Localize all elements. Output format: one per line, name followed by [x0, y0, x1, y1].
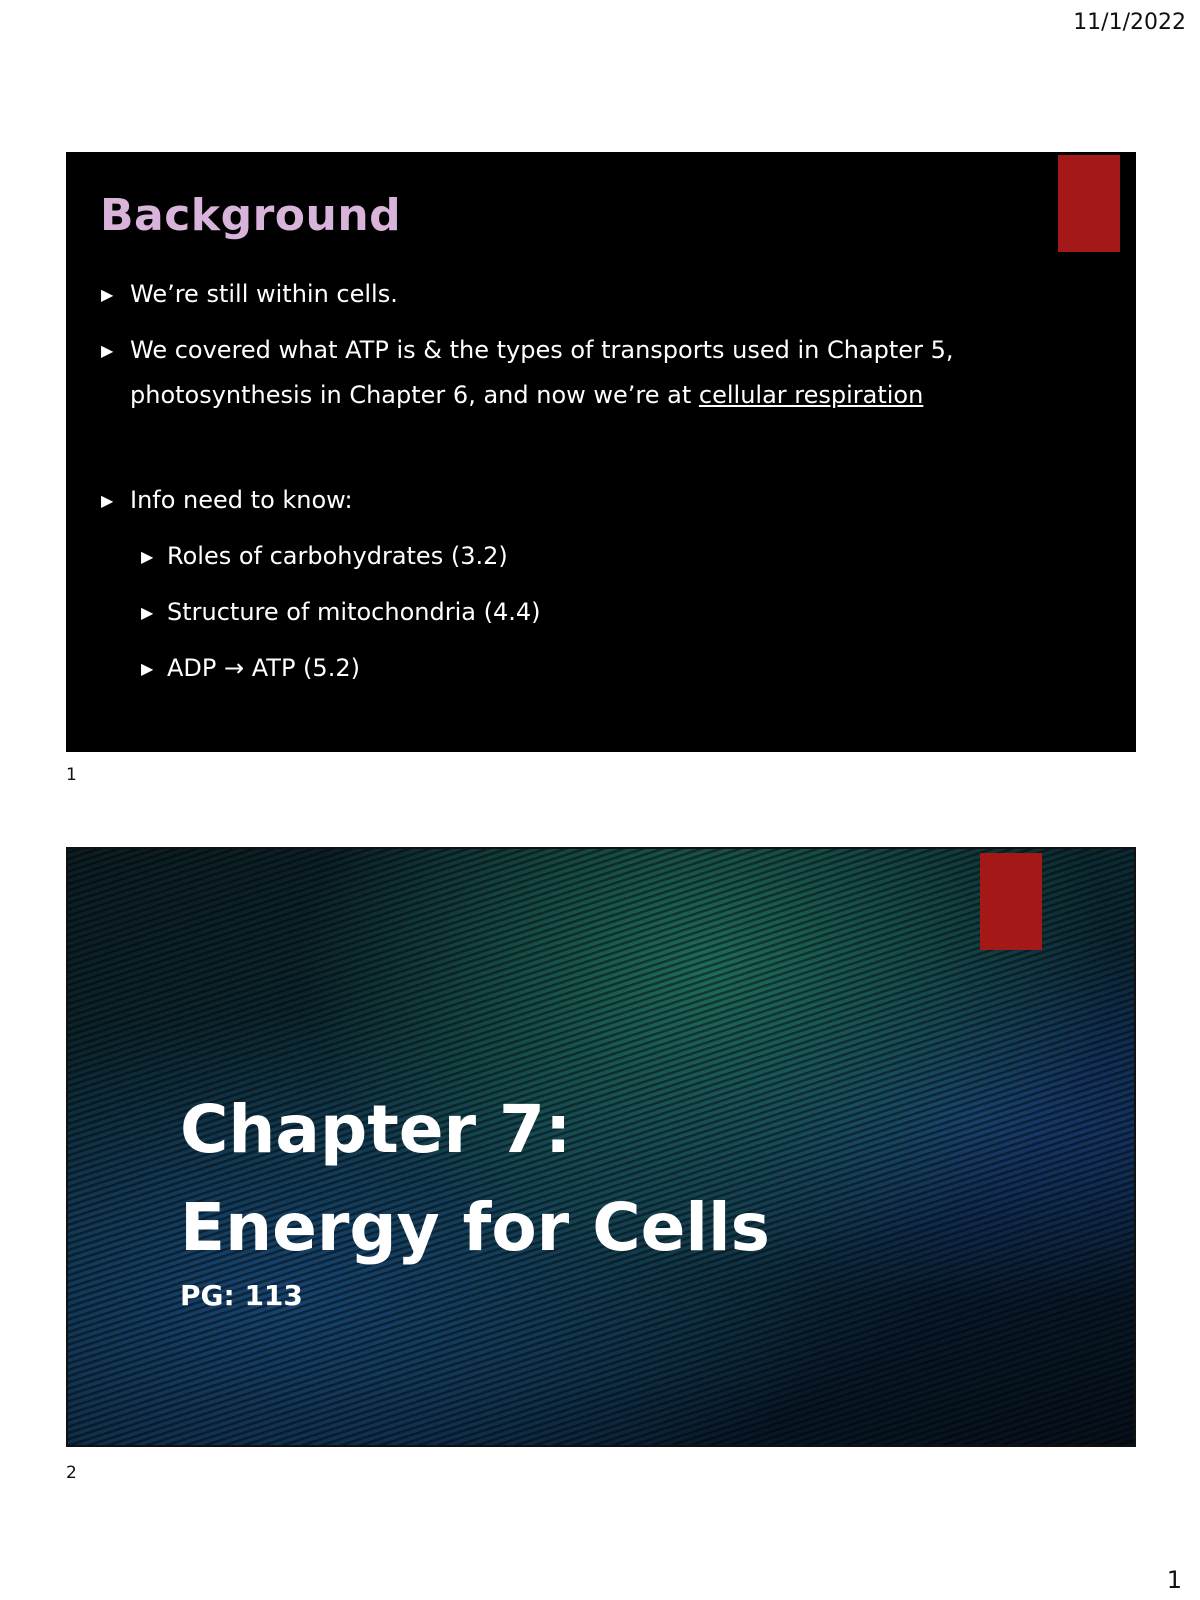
triangle-bullet-icon: ▶ [141, 603, 154, 622]
accent-bar [980, 853, 1042, 950]
sub-bullet-item [141, 590, 541, 635]
bullet-text-line1: We covered what ATP is & the types of transports used in Chapter 5, [130, 336, 954, 364]
cellular-respiration-link[interactable]: cellular respiration [698, 381, 924, 409]
triangle-bullet-icon: ▶ [141, 547, 154, 566]
sub-bullet-text: Structure of mitochondria (4.4) [167, 598, 541, 626]
slide-number: 1 [66, 765, 77, 785]
bullet-text: Info need to know: [130, 486, 353, 514]
bullet-text-line2 [130, 373, 1030, 418]
bullet-item [101, 478, 353, 523]
triangle-bullet-icon: ▶ [101, 285, 114, 304]
sub-bullet-text: ADP → ATP (5.2) [167, 654, 360, 682]
triangle-bullet-icon: ▶ [101, 341, 114, 360]
bullet-item [101, 272, 398, 317]
page-date: 11/1/2022 [1073, 10, 1186, 35]
accent-bar [1058, 155, 1120, 252]
bullet-item [101, 328, 1030, 418]
slide-background [66, 152, 1136, 752]
slide-chapter-title [66, 847, 1136, 1447]
slide-number: 2 [66, 1463, 77, 1483]
slide-title: Background [100, 190, 402, 241]
sub-bullet-item [141, 646, 360, 691]
chapter-title [180, 1081, 770, 1277]
page-number: 1 [1166, 1566, 1182, 1594]
triangle-bullet-icon: ▶ [101, 491, 114, 510]
sub-bullet-item [141, 534, 508, 579]
chapter-subtitle: PG: 113 [180, 1279, 303, 1312]
chapter-title-line2: Energy for Cells [180, 1189, 770, 1266]
bullet-text-prefix: photosynthesis in Chapter 6, and now we’re at [130, 381, 699, 409]
sub-bullet-text: Roles of carbohydrates (3.2) [167, 542, 508, 570]
triangle-bullet-icon: ▶ [141, 659, 154, 678]
bullet-text: We’re still within cells. [130, 280, 398, 308]
chapter-title-line1: Chapter 7: [180, 1091, 572, 1168]
